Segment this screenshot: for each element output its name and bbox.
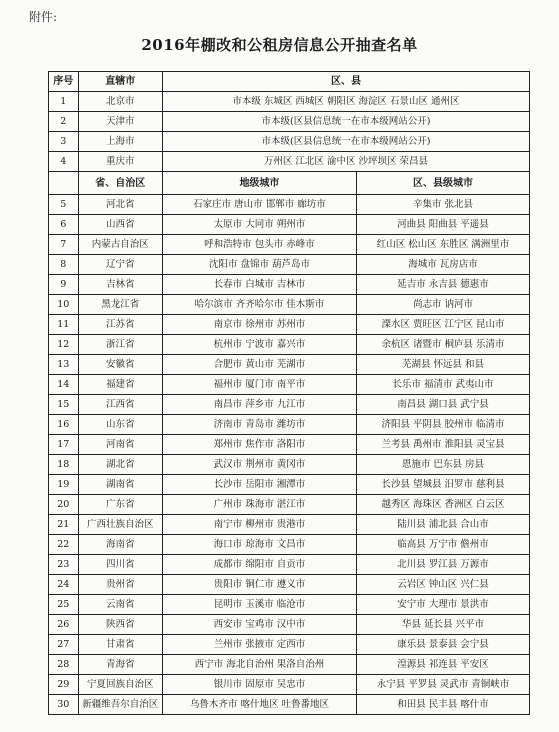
table-row <box>49 475 530 495</box>
province-name: 广西壮族自治区 <box>78 515 162 535</box>
county-list: 和田县 民丰县 喀什市 <box>356 695 529 715</box>
city-list: 成都市 绵阳市 自贡市 <box>162 555 356 575</box>
row-number: 6 <box>49 215 79 235</box>
city-list: 福州市 厦门市 南平市 <box>162 375 356 395</box>
header-row-municipalities <box>49 72 530 92</box>
county-list: 红山区 松山区 东胜区 满洲里市 <box>356 235 529 255</box>
table-row <box>49 315 530 335</box>
row-number: 30 <box>49 695 79 715</box>
city-list: 郑州市 焦作市 洛阳市 <box>162 435 356 455</box>
row-number: 19 <box>49 475 79 495</box>
header-city: 地级城市 <box>162 172 356 195</box>
city-list: 西安市 宝鸡市 汉中市 <box>162 615 356 635</box>
municipality-name: 天津市 <box>78 112 162 132</box>
row-number: 22 <box>49 535 79 555</box>
county-list: 康乐县 景泰县 会宁县 <box>356 635 529 655</box>
city-list: 海口市 琼海市 文昌市 <box>162 535 356 555</box>
row-number: 12 <box>49 335 79 355</box>
district-list: 市本级(区县信息统一在市本级网站公开) <box>162 132 529 152</box>
table-row <box>49 595 530 615</box>
row-number: 21 <box>49 515 79 535</box>
province-name: 浙江省 <box>78 335 162 355</box>
row-number: 26 <box>49 615 79 635</box>
table-row <box>49 495 530 515</box>
city-list: 广州市 珠海市 湛江市 <box>162 495 356 515</box>
table-row <box>49 152 530 172</box>
header-county: 区、县级城市 <box>356 172 529 195</box>
province-name: 黑龙江省 <box>78 295 162 315</box>
province-name: 陕西省 <box>78 615 162 635</box>
county-list: 云岩区 钟山区 兴仁县 <box>356 575 529 595</box>
row-number: 4 <box>49 152 79 172</box>
province-name: 河南省 <box>78 435 162 455</box>
table-row <box>49 235 530 255</box>
table-row <box>49 335 530 355</box>
row-number: 7 <box>49 235 79 255</box>
table-row <box>49 435 530 455</box>
county-list: 越秀区 海珠区 香洲区 白云区 <box>356 495 529 515</box>
header-municipality: 直辖市 <box>78 72 162 92</box>
city-list: 石家庄市 唐山市 邯郸市 廊坊市 <box>162 195 356 215</box>
province-name: 湖南省 <box>78 475 162 495</box>
county-list: 安宁市 大理市 景洪市 <box>356 595 529 615</box>
table-row <box>49 455 530 475</box>
table-row <box>49 275 530 295</box>
table-row <box>49 112 530 132</box>
city-list: 南宁市 柳州市 贵港市 <box>162 515 356 535</box>
table-row <box>49 575 530 595</box>
county-list: 临高县 万宁市 儋州市 <box>356 535 529 555</box>
province-name: 宁夏回族自治区 <box>78 675 162 695</box>
province-name: 河北省 <box>78 195 162 215</box>
table-row <box>49 355 530 375</box>
row-number: 5 <box>49 195 79 215</box>
county-list: 余杭区 诸暨市 桐庐县 乐清市 <box>356 335 529 355</box>
city-list: 乌鲁木齐市 喀什地区 吐鲁番地区 <box>162 695 356 715</box>
row-number: 1 <box>49 92 79 112</box>
county-list: 尚志市 讷河市 <box>356 295 529 315</box>
table-row <box>49 215 530 235</box>
county-list: 延吉市 永吉县 德惠市 <box>356 275 529 295</box>
county-list: 溧水区 贾旺区 江宁区 昆山市 <box>356 315 529 335</box>
province-name: 云南省 <box>78 595 162 615</box>
province-name: 江苏省 <box>78 315 162 335</box>
province-name: 吉林省 <box>78 275 162 295</box>
row-number: 23 <box>49 555 79 575</box>
province-name: 广东省 <box>78 495 162 515</box>
city-list: 沈阳市 盘锦市 葫芦岛市 <box>162 255 356 275</box>
city-list: 昆明市 玉溪市 临沧市 <box>162 595 356 615</box>
province-name: 内蒙古自治区 <box>78 235 162 255</box>
county-list: 芜湖县 怀远县 和县 <box>356 355 529 375</box>
city-list: 合肥市 黄山市 芜湖市 <box>162 355 356 375</box>
city-list: 长春市 白城市 吉林市 <box>162 275 356 295</box>
row-number: 27 <box>49 635 79 655</box>
city-list: 呼和浩特市 包头市 赤峰市 <box>162 235 356 255</box>
city-list: 武汉市 荆州市 黄冈市 <box>162 455 356 475</box>
table-row <box>49 655 530 675</box>
province-name: 辽宁省 <box>78 255 162 275</box>
city-list: 南昌市 萍乡市 九江市 <box>162 395 356 415</box>
row-number: 15 <box>49 395 79 415</box>
table-row <box>49 415 530 435</box>
row-number: 16 <box>49 415 79 435</box>
header-no-blank <box>49 172 79 195</box>
county-list: 永宁县 平罗县 灵武市 青铜峡市 <box>356 675 529 695</box>
table-row <box>49 535 530 555</box>
county-list: 长沙县 望城县 汨罗市 慈利县 <box>356 475 529 495</box>
province-name: 海南省 <box>78 535 162 555</box>
table-row <box>49 515 530 535</box>
county-list: 湟源县 祁连县 平安区 <box>356 655 529 675</box>
table-row <box>49 635 530 655</box>
row-number: 20 <box>49 495 79 515</box>
province-name: 青海省 <box>78 655 162 675</box>
city-list: 南京市 徐州市 苏州市 <box>162 315 356 335</box>
city-list: 太原市 大同市 朔州市 <box>162 215 356 235</box>
table-row <box>49 255 530 275</box>
row-number: 13 <box>49 355 79 375</box>
district-list: 万州区 江北区 渝中区 沙坪坝区 荣昌县 <box>162 152 529 172</box>
attachment-label: 附件: <box>29 10 58 24</box>
inspection-list-table <box>48 71 530 715</box>
table-row <box>49 132 530 152</box>
county-list: 陆川县 浦北县 合山市 <box>356 515 529 535</box>
row-number: 3 <box>49 132 79 152</box>
province-name: 贵州省 <box>78 575 162 595</box>
county-list: 北川县 罗江县 万源市 <box>356 555 529 575</box>
table-row <box>49 675 530 695</box>
city-list: 兰州市 张掖市 定西市 <box>162 635 356 655</box>
city-list: 济南市 青岛市 潍坊市 <box>162 415 356 435</box>
province-name: 安徽省 <box>78 355 162 375</box>
county-list: 辛集市 张北县 <box>356 195 529 215</box>
county-list: 河曲县 阳曲县 平遥县 <box>356 215 529 235</box>
province-name: 山西省 <box>78 215 162 235</box>
row-number: 14 <box>49 375 79 395</box>
municipality-name: 北京市 <box>78 92 162 112</box>
row-number: 25 <box>49 595 79 615</box>
city-list: 哈尔滨市 齐齐哈尔市 佳木斯市 <box>162 295 356 315</box>
district-list: 市本级 东城区 西城区 朝阳区 海淀区 石景山区 通州区 <box>162 92 529 112</box>
header-province: 省、自治区 <box>78 172 162 195</box>
county-list: 兰考县 禹州市 淮阳县 灵宝县 <box>356 435 529 455</box>
county-list: 济阳县 平阴县 胶州市 临清市 <box>356 415 529 435</box>
county-list: 恩施市 巴东县 房县 <box>356 455 529 475</box>
city-list: 西宁市 海北自治州 果洛自治州 <box>162 655 356 675</box>
province-name: 山东省 <box>78 415 162 435</box>
row-number: 24 <box>49 575 79 595</box>
table-row <box>49 92 530 112</box>
province-name: 甘肃省 <box>78 635 162 655</box>
province-name: 江西省 <box>78 395 162 415</box>
row-number: 29 <box>49 675 79 695</box>
district-list: 市本级(区县信息统一在市本级网站公开) <box>162 112 529 132</box>
table-row <box>49 195 530 215</box>
row-number: 18 <box>49 455 79 475</box>
municipality-name: 重庆市 <box>78 152 162 172</box>
city-list: 贵阳市 铜仁市 遵义市 <box>162 575 356 595</box>
row-number: 2 <box>49 112 79 132</box>
county-list: 南昌县 湖口县 武宁县 <box>356 395 529 415</box>
city-list: 银川市 固原市 吴忠市 <box>162 675 356 695</box>
document-title: 2016年棚改和公租房信息公开抽查名单 <box>141 36 418 54</box>
province-name: 新疆维吾尔自治区 <box>78 695 162 715</box>
county-list: 华县 延长县 兴平市 <box>356 615 529 635</box>
table-row <box>49 615 530 635</box>
row-number: 17 <box>49 435 79 455</box>
county-list: 海城市 瓦房店市 <box>356 255 529 275</box>
county-list: 长乐市 福清市 武夷山市 <box>356 375 529 395</box>
province-name: 四川省 <box>78 555 162 575</box>
city-list: 杭州市 宁波市 嘉兴市 <box>162 335 356 355</box>
municipality-name: 上海市 <box>78 132 162 152</box>
table-row <box>49 555 530 575</box>
header-districts: 区、县 <box>162 72 529 92</box>
city-list: 长沙市 岳阳市 湘潭市 <box>162 475 356 495</box>
header-row-provinces <box>49 172 530 195</box>
row-number: 11 <box>49 315 79 335</box>
province-name: 福建省 <box>78 375 162 395</box>
header-no: 序号 <box>49 72 79 92</box>
table-row <box>49 375 530 395</box>
row-number: 9 <box>49 275 79 295</box>
table-row <box>49 395 530 415</box>
province-name: 湖北省 <box>78 455 162 475</box>
row-number: 8 <box>49 255 79 275</box>
table-row <box>49 695 530 715</box>
table-row <box>49 295 530 315</box>
row-number: 28 <box>49 655 79 675</box>
row-number: 10 <box>49 295 79 315</box>
